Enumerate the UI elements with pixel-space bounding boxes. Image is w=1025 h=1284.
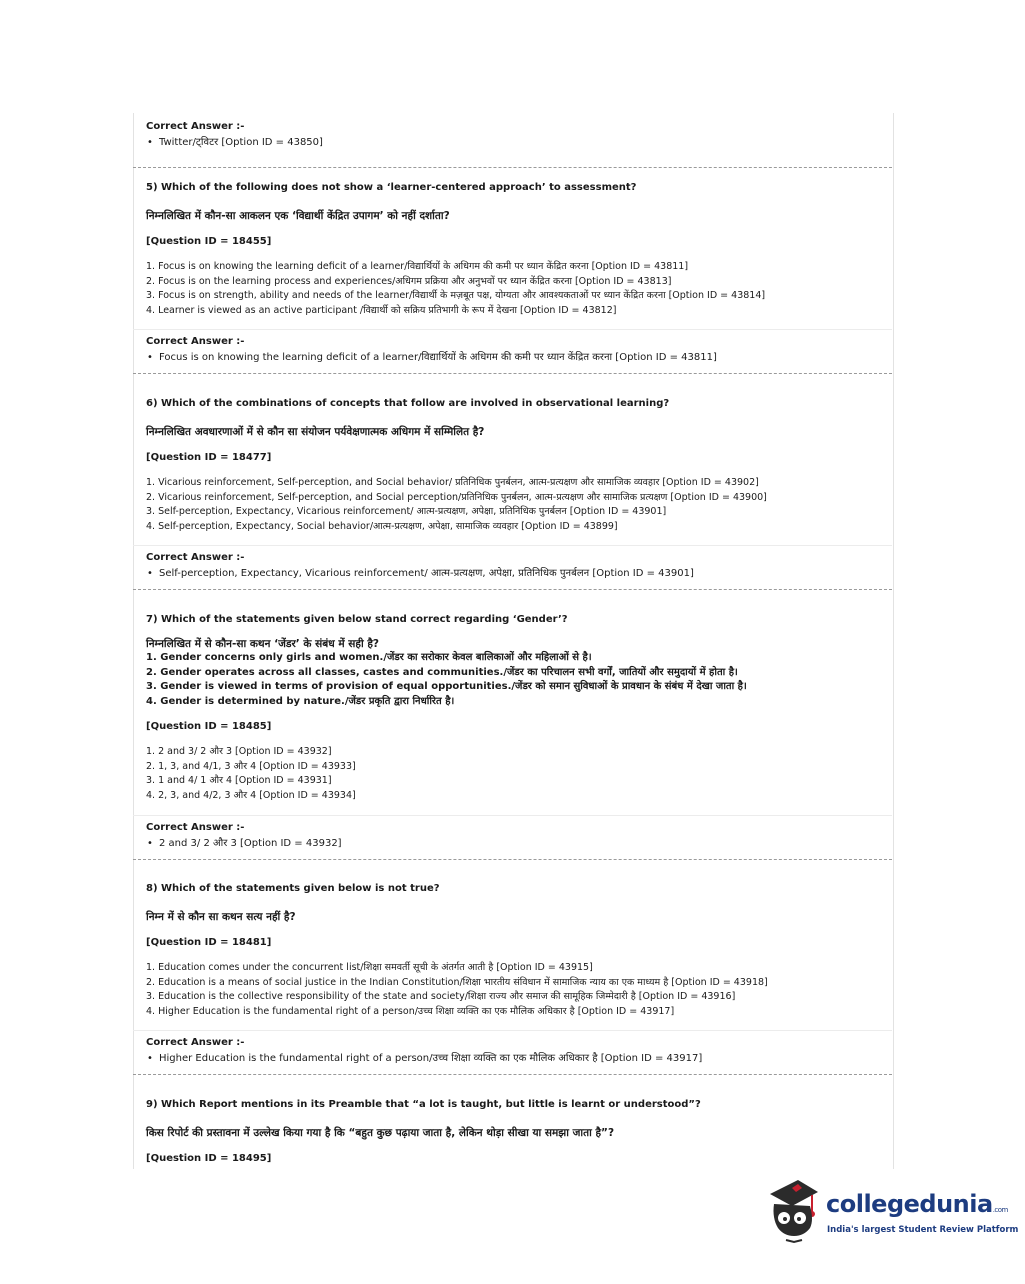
option: 1. Focus is on knowing the learning deficit of a learner/विद्यार्थियों के अधिगम की कमी पर ध्यान केंद्रित करना [Option ID = 43811] <box>146 261 689 272</box>
question-hi: किस रिपोर्ट की प्रस्तावना में उल्लेख किया गया है कि “बहुत कुछ पढ़ाया जाता है, लेकिन थोड़ा सीखा या समझा जाता है”? <box>146 1127 615 1139</box>
option: 1. 2 and 3/ 2 और 3 [Option ID = 43932] <box>146 746 332 757</box>
question-en: 5) Which of the following does not show a ‘learner-centered approach’ to assessment? <box>146 182 637 193</box>
option: 3. Education is the collective responsibility of the state and society/शिक्षा राज्य और समाज की सामूहिक जिम्मेदारी है [Option ID = 43916] <box>146 991 736 1003</box>
q6-answer-block <box>133 545 892 590</box>
question-id: [Question ID = 18481] <box>146 937 272 948</box>
option: 4. 2, 3, and 4/2, 3 और 4 [Option ID = 43934] <box>146 789 356 801</box>
option: 2. Focus is on the learning process and experiences/अधिगम प्रक्रिया और अनुभवों पर ध्यान केंद्रित करना [Option ID = 43813] <box>146 275 672 287</box>
option: 4. Self-perception, Expectancy, Social behavior/आत्म-प्रत्यक्षण, अपेक्षा, सामाजिक व्यवहार [Option ID = 43899] <box>146 520 618 532</box>
option: 1. Education comes under the concurrent list/शिक्षा समवर्ती सूची के अंतर्गत आती है [Option ID = 43915] <box>146 962 593 973</box>
q4-answer-block <box>133 118 892 168</box>
option: 3. Focus is on strength, ability and needs of the learner/विद्यार्थी के मज़बूत पक्ष, योग्यता और आवश्यकताओं पर ध्यान केंद्रित करना [Option ID = 43814] <box>146 290 766 302</box>
question-en: 6) Which of the combinations of concepts that follow are involved in observational learning? <box>146 398 670 409</box>
collegedunia-logo <box>764 1178 1019 1258</box>
statement: 3. Gender is viewed in terms of provision of equal opportunities./जेंडर को समान सुविधाओं के प्रावधान के संबंध में देखा जाता है। <box>146 681 747 692</box>
question-id: [Question ID = 18455] <box>146 236 272 247</box>
question-block-9 <box>133 1097 892 1169</box>
q7-answer-block <box>133 815 892 860</box>
question-hi: निम्नलिखित में कौन-सा आकलन एक ‘विद्यार्थी केंद्रित उपागम’ को नहीं दर्शाता? <box>146 210 450 222</box>
answer-text: • Higher Education is the fundamental right of a person/उच्च शिक्षा व्यक्ति का एक मौलिक अधिकार है [Option ID = 43917] <box>146 1051 892 1067</box>
logo-name: collegedunia.com <box>826 1190 1008 1218</box>
statement: 4. Gender is determined by nature./जेंडर प्रकृति द्वारा निर्धारित है। <box>146 695 455 707</box>
option: 2. 1, 3, and 4/1, 3 और 4 [Option ID = 43933] <box>146 760 356 772</box>
answer-text: • Focus is on knowing the learning deficit of a learner/विद्यार्थियों के अधिगम की कमी पर ध्यान केंद्रित करना [Option ID = 43811] <box>146 350 892 366</box>
option: 4. Learner is viewed as an active participant /विद्यार्थी को सक्रिय प्रतिभागी के रूप में देखना [Option ID = 43812] <box>146 304 617 316</box>
question-id: [Question ID = 18485] <box>146 721 272 732</box>
question-en: 9) Which Report mentions in its Preamble that “a lot is taught, but little is learnt or understood”? <box>146 1099 701 1110</box>
option: 3. Self-perception, Expectancy, Vicarious reinforcement/ आत्म-प्रत्यक्षण, अपेक्षा, प्रतिनिधिक पुनर्बलन [Option ID = 43901] <box>146 506 667 518</box>
answer-text: • 2 and 3/ 2 और 3 [Option ID = 43932] <box>146 836 892 852</box>
option: 2. Vicarious reinforcement, Self-perception, and Social perception/प्रतिनिधिक पुनर्बलन, आत्म-प्रत्यक्षण और सामाजिक प्रत्यक्षण [Option ID = 43900] <box>146 491 767 503</box>
answer-label: Correct Answer :- <box>146 822 245 833</box>
logo-tagline: India's largest Student Review Platform <box>827 1225 1019 1235</box>
option: 2. Education is a means of social justice in the Indian Constitution/शिक्षा भारतीय संविधान में सामाजिक न्याय का एक माध्यम है [Option ID = 43918] <box>146 976 768 988</box>
student-mascot-icon <box>764 1178 824 1248</box>
statement: 2. Gender operates across all classes, castes and communities./जेंडर का परिचालन सभी वर्गों, जातियों और समुदायों में होता है। <box>146 666 738 678</box>
answer-label: Correct Answer :- <box>146 1037 245 1048</box>
question-block-5 <box>133 180 892 323</box>
question-id: [Question ID = 18495] <box>146 1153 272 1164</box>
option: 3. 1 and 4/ 1 और 4 [Option ID = 43931] <box>146 775 332 787</box>
answer-text: • Twitter/ट्विटर [Option ID = 43850] <box>146 135 892 151</box>
question-block-8 <box>133 881 892 1024</box>
option: 4. Higher Education is the fundamental right of a person/उच्च शिक्षा व्यक्ति का एक मौलिक अधिकार है [Option ID = 43917] <box>146 1005 675 1017</box>
q5-answer-block <box>133 329 892 374</box>
answer-label: Correct Answer :- <box>146 121 245 132</box>
option: 1. Vicarious reinforcement, Self-perception, and Social behavior/ प्रतिनिधिक पुनर्बलन, आत्म-प्रत्यक्षण और सामाजिक व्यवहार [Option ID = 43902] <box>146 477 759 488</box>
answer-text: • Self-perception, Expectancy, Vicarious reinforcement/ आत्म-प्रत्यक्षण, अपेक्षा, प्रतिनिधिक पुनर्बलन [Option ID = 43901] <box>146 566 892 582</box>
q8-answer-block <box>133 1030 892 1075</box>
question-hi: निम्नलिखित अवधारणाओं में से कौन सा संयोजन पर्यवेक्षणात्मक अधिगम में सम्मिलित है? <box>146 426 485 438</box>
answer-label: Correct Answer :- <box>146 336 245 347</box>
question-id: [Question ID = 18477] <box>146 452 272 463</box>
question-hi: निम्न में से कौन सा कथन सत्य नहीं है? <box>146 911 296 923</box>
question-en: 8) Which of the statements given below is not true? <box>146 883 440 894</box>
statement: 1. Gender concerns only girls and women./जेंडर का सरोकार केवल बालिकाओं और महिलाओं से है। <box>146 652 592 663</box>
question-en: 7) Which of the statements given below stand correct regarding ‘Gender’? <box>146 614 568 625</box>
question-block-7 <box>133 612 892 810</box>
question-hi: निम्नलिखित में से कौन-सा कथन ‘जेंडर’ के संबंध में सही है? <box>146 638 379 650</box>
answer-label: Correct Answer :- <box>146 552 245 563</box>
question-block-6 <box>133 396 892 539</box>
